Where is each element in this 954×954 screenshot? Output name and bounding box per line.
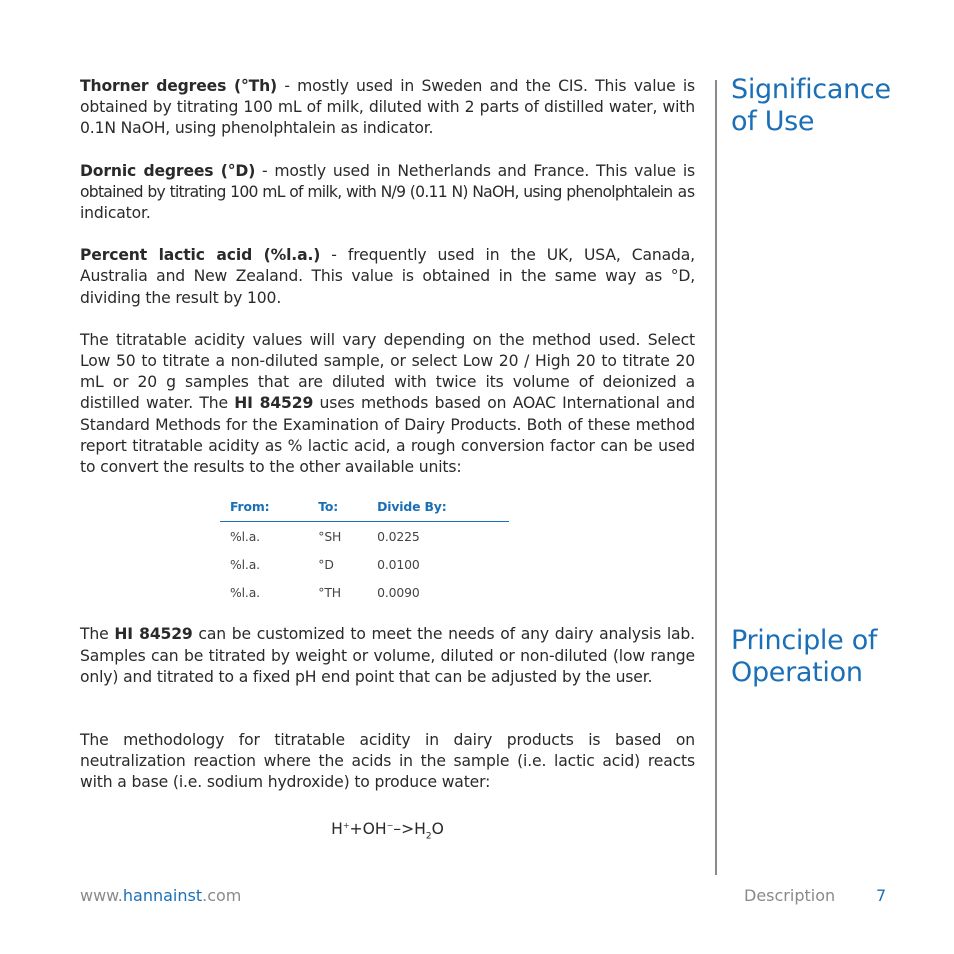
text-dornic-b: obtained by titrating 100 mL of milk, with N/9 (0.11 N) NaOH, using phenolphtalein: [80, 182, 673, 201]
formula-h-charge: +: [342, 820, 350, 830]
footer-section-name: Description: [744, 886, 836, 905]
table-row: [220, 550, 509, 578]
formula-o: O: [431, 819, 444, 838]
header-divide-by: Divide By:: [367, 496, 509, 522]
text-thorner: - mostly used in Sweden and the CIS. This value is obtained by titrating 100 mL of milk, diluted with 2 parts of distilled water, with 0.1N NaOH, using phenolphtalein as indicator.: [80, 77, 696, 138]
section-title-line: Operation: [731, 657, 863, 688]
text-customize-a: The: [80, 625, 115, 644]
text-methods-b: uses methods based on AOAC International and Standard Methods for the Examination of Dairy Products. Both of these method report titratable acidity as % lactic acid, a rough conversion factor can be used to convert the results to the other available units:: [80, 394, 695, 477]
cell-from: %l.a.: [230, 556, 260, 572]
text-methods-a: The titratable acidity values will vary depending on the method used. Select Low 50 to titrate a non-diluted sample, or select Low 20 / High 20 to titrate 20 mL or 20 g samples that are diluted with twice its volume of deionized a distilled water. The: [80, 330, 695, 413]
cell-from: %l.a.: [230, 584, 260, 600]
header-from: From:: [220, 496, 308, 522]
term-lactic: Percent lactic acid (%l.a.): [80, 246, 321, 265]
table-row: [220, 522, 509, 551]
url-suffix: .com: [202, 886, 242, 905]
paragraph-customize: [80, 624, 695, 688]
paragraph-thorner: [80, 76, 695, 140]
formula-oh: +OH: [349, 819, 387, 838]
text-lactic: - frequently used in the UK, USA, Canada, Australia and New Zealand. This value is obtained in the same way as °D, dividing the result by 100.: [80, 246, 695, 307]
cell-divide-by: 0.0225: [377, 528, 420, 544]
text-dornic-a: - mostly used in Netherlands and France. This value is: [255, 161, 695, 180]
url-prefix: www.: [80, 886, 123, 905]
section-title-line: Significance: [731, 74, 891, 105]
page-number: 7: [876, 886, 887, 905]
url-brand: hannainst: [122, 886, 203, 905]
section-title-principle: [731, 625, 877, 689]
footer-website-link[interactable]: [80, 886, 241, 905]
text-dornic-c: as indicator.: [80, 182, 696, 223]
conversion-table: [220, 496, 509, 606]
term-dornic: Dornic degrees (°D): [80, 161, 256, 180]
section-title-line: of Use: [731, 106, 815, 137]
cell-to: °D: [318, 556, 334, 572]
paragraph-methodology: The methodology for titratable acidity in dairy products is based on neutralization reaction where the acids in the sample (i.e. lactic acid) reacts with a base (i.e. sodium hydroxide) to produce water:: [80, 731, 695, 792]
term-thorner: Thorner degrees (°Th): [80, 77, 278, 95]
paragraph-lactic: [80, 245, 695, 309]
product-name: HI 84529: [114, 625, 193, 644]
vertical-divider: [715, 80, 717, 875]
cell-divide-by: 0.0090: [377, 584, 420, 600]
text-customize-b: can be customized to meet the needs of any dairy analysis lab. Samples can be titrated by weight or volume, diluted or non-diluted (low range only) and titrated to a fixed pH end point that can be adjusted by the user.: [80, 625, 695, 686]
cell-from: %l.a.: [230, 528, 260, 544]
product-name: HI 84529: [234, 394, 314, 413]
formula-arrow-h: –>H: [393, 819, 426, 838]
table-row: [220, 578, 509, 606]
cell-to: °SH: [318, 528, 342, 544]
section-title-line: Principle of: [731, 625, 878, 656]
cell-to: °TH: [318, 584, 341, 600]
formula-oh-charge: −: [386, 820, 394, 830]
reaction-formula: [80, 815, 695, 848]
paragraph-dornic: [80, 161, 695, 225]
header-to: To:: [308, 496, 367, 522]
section-title-significance: [731, 74, 891, 138]
paragraph-methods: [80, 330, 695, 478]
main-content: [80, 76, 695, 847]
formula-subscript: 2: [425, 830, 432, 841]
table-header-row: [220, 496, 509, 522]
formula-h: H: [331, 819, 343, 838]
cell-divide-by: 0.0100: [377, 556, 420, 572]
